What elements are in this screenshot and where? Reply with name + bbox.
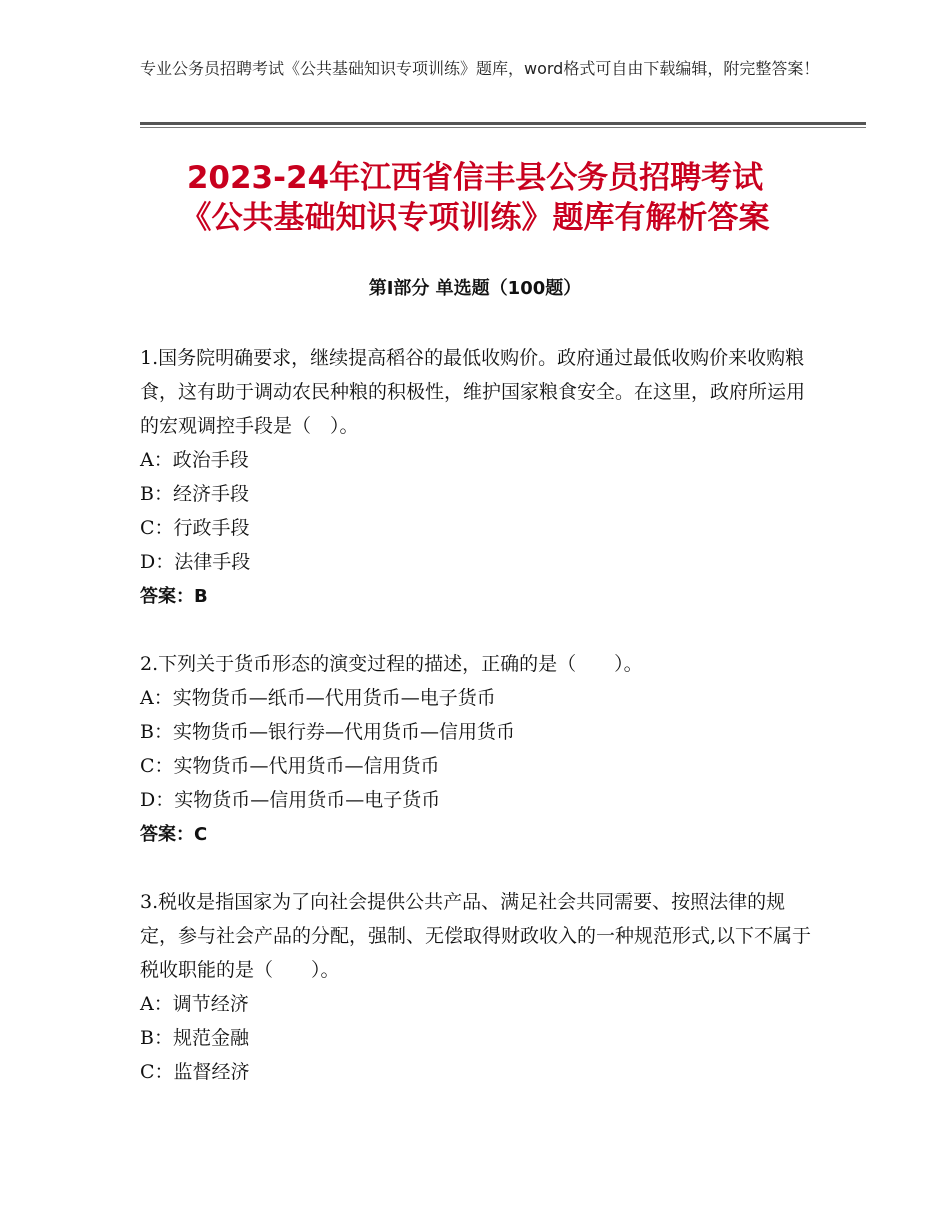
answer: 答案：B: [140, 586, 208, 607]
option-b: B：规范金融: [140, 1027, 249, 1049]
option-c: C：行政手段: [140, 517, 250, 539]
document-title-line-1: 2023-24年江西省信丰县公务员招聘考试: [186, 160, 764, 196]
section-heading: 第Ⅰ部分 单选题（100题）: [368, 278, 582, 299]
header-note: 专业公务员招聘考试《公共基础知识专项训练》题库，word格式可自由下载编辑，附完整答案！: [140, 59, 820, 78]
header-rule-thick: [140, 122, 866, 125]
option-d: D：法律手段: [140, 551, 251, 573]
question-stem: 3.税收是指国家为了向社会提供公共产品、满足社会共同需要、按照法律的规定，参与社会产品的分配，强制、无偿取得财政收入的一种规范形式,以下不属于税收职能的是（ ）。: [140, 891, 812, 981]
document-title-line-2: 《公共基础知识专项训练》题库有解析答案: [180, 200, 770, 236]
option-a: A：调节经济: [140, 993, 249, 1015]
question-list: [140, 341, 812, 1121]
option-a: A：政治手段: [140, 449, 249, 471]
option-c: C：监督经济: [140, 1061, 250, 1083]
answer: 答案：C: [140, 824, 208, 845]
option-b: B：经济手段: [140, 483, 249, 505]
question-stem: 1.国务院明确要求，继续提高稻谷的最低收购价。政府通过最低收购价来收购粮食，这有助于调动农民种粮的积极性，维护国家粮食安全。在这里，政府所运用的宏观调控手段是（ ）。: [140, 347, 806, 437]
header-rule-thin: [140, 127, 866, 128]
question-3: [140, 885, 812, 1089]
document-title: [100, 158, 850, 238]
question-stem: 2.下列关于货币形态的演变过程的描述，正确的是（ ）。: [140, 653, 643, 675]
option-d: D：实物货币—信用货币—电子货币: [140, 789, 441, 811]
question-2: [140, 647, 812, 853]
option-c: C：实物货币—代用货币—信用货币: [140, 755, 440, 777]
option-b: B：实物货币—银行券—代用货币—信用货币: [140, 721, 515, 743]
option-a: A：实物货币—纸币—代用货币—电子货币: [140, 687, 496, 709]
question-1: [140, 341, 812, 615]
